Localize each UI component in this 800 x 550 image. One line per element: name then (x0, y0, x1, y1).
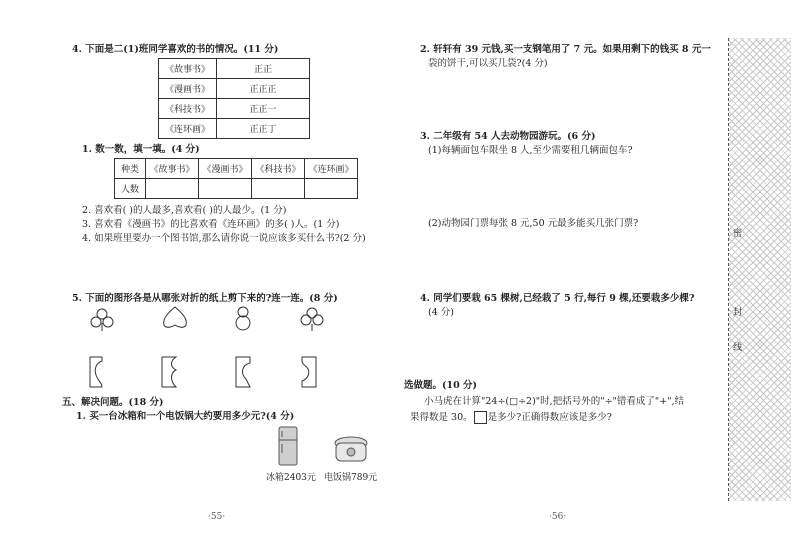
question-4-title: 4. 下面是二(1)班同学喜欢的书的情况。(11 分) (72, 44, 279, 55)
folded-halves-row (80, 355, 340, 393)
count-row-label: 人数 (115, 179, 146, 199)
binding-char-3: 线 (733, 343, 743, 353)
count-header: 《连环画》 (305, 159, 358, 179)
count-table (114, 158, 358, 199)
fridge-icon (277, 425, 301, 469)
binding-char-2: 封 (733, 308, 743, 318)
fridge-price-label: 冰箱2403元 (266, 473, 316, 483)
rice-cooker-icon (333, 433, 369, 467)
question-5-title: 5. 下面的图形各是从哪张对折的纸上剪下来的?连一连。(8 分) (72, 293, 338, 304)
count-header: 《漫画书》 (199, 159, 252, 179)
heart-leaf-shape (164, 307, 187, 327)
count-cell-blank[interactable] (146, 179, 199, 199)
left-page-number: ·55· (208, 512, 226, 522)
problem-3-part2: (2)动物园门票每张 8 元,50 元最多能买几张门票? (428, 218, 639, 229)
gourd-shape (236, 307, 250, 330)
half-shape-3 (236, 357, 250, 387)
half-shape-4 (302, 357, 316, 387)
tally-book: 《科技书》 (159, 99, 217, 119)
problem-2-line2: 袋的饼干,可以买几袋?(4 分) (428, 58, 548, 69)
count-cell-blank[interactable] (305, 179, 358, 199)
answer-box[interactable] (474, 411, 487, 424)
count-header: 《故事书》 (146, 159, 199, 179)
subquestion-3: 3. 喜欢看《漫画书》的比喜欢看《连环画》的多( )人。(1 分) (82, 219, 340, 230)
tally-book: 《漫画书》 (159, 79, 217, 99)
cut-shapes-row (80, 303, 340, 333)
count-header: 《科技书》 (252, 159, 305, 179)
half-shape-2 (162, 357, 176, 387)
count-cell-blank[interactable] (252, 179, 305, 199)
tally-book: 《连环画》 (159, 119, 217, 139)
right-page-number: ·56· (549, 512, 567, 522)
problem-2-line1: 2. 轩轩有 39 元钱,买一支钢笔用了 7 元。如果用剩下的钱买 8 元一 (420, 44, 711, 55)
problem-4-line1: 4. 同学们要栽 65 棵树,已经栽了 5 行,每行 9 棵,还要栽多少棵? (420, 293, 695, 304)
optional-question-line2: 果得数是 30。 是多少?正确得数应该是多少? (410, 412, 612, 423)
section-5-title: 五、解决问题。(18 分) (62, 397, 164, 408)
tally-marks: 正正 (217, 59, 310, 79)
half-shape-1 (90, 357, 102, 387)
tally-marks: 正正一 (217, 99, 310, 119)
problem-1: 1. 买一台冰箱和一个电饭锅大约要用多少元?(4 分) (76, 411, 295, 422)
subquestion-4: 4. 如果班里要办一个图书馆,那么请你说一说应该多买什么书?(2 分) (82, 233, 366, 244)
optional-question-line1: 小马虎在计算"24÷(□÷2)"时,把括号外的"÷"错看成了"+",结 (424, 396, 685, 407)
problem-3-part1: (1)每辆面包车限坐 8 人,至少需要租几辆面包车? (428, 145, 633, 156)
binding-margin (729, 38, 791, 501)
count-header: 种类 (115, 159, 146, 179)
tree-shape (301, 308, 323, 331)
problem-4-line2: (4 分) (428, 307, 454, 318)
tally-marks: 正正正 (217, 79, 310, 99)
clover-shape (91, 309, 113, 331)
optional-question-title: 选做题。(10 分) (404, 380, 478, 391)
subquestion-2: 2. 喜欢看( )的人最多,喜欢看( )的人最少。(1 分) (82, 205, 287, 216)
subquestion-1: 1. 数一数，填一填。(4 分) (82, 144, 200, 155)
count-cell-blank[interactable] (199, 179, 252, 199)
binding-char-1: 密 (733, 229, 743, 239)
cooker-price-label: 电饭锅789元 (324, 473, 378, 483)
binding-dashed-line (728, 38, 729, 501)
problem-3-title: 3. 二年级有 54 人去动物园游玩。(6 分) (420, 131, 596, 142)
tally-table (158, 58, 310, 139)
tally-book: 《故事书》 (159, 59, 217, 79)
tally-marks: 正正丁 (217, 119, 310, 139)
